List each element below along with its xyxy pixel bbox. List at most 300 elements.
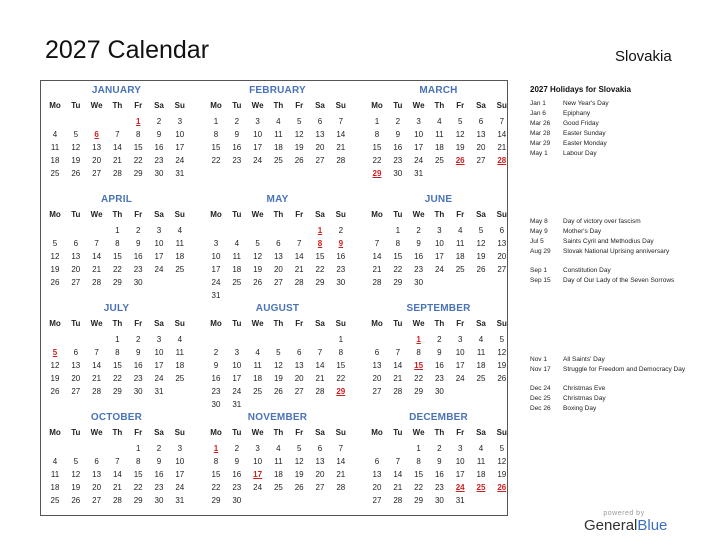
holiday-name: Labour Day: [563, 150, 597, 157]
day-cell: 30: [336, 278, 346, 287]
weekday-header: Fr: [134, 319, 143, 328]
day-cell: 19: [497, 361, 507, 370]
month-april: [45, 194, 188, 298]
day-cell: 5: [255, 239, 260, 248]
weekday-header: Th: [434, 210, 445, 219]
day-cell: 23: [393, 156, 403, 165]
day-cell: 12: [294, 130, 304, 139]
day-cell: 31: [175, 496, 185, 505]
day-cell: 10: [175, 130, 185, 139]
day-cell: 22: [414, 374, 424, 383]
day-cell: 14: [336, 457, 346, 466]
day-cell: 7: [338, 444, 344, 453]
day-cell: 6: [317, 117, 323, 126]
holiday-name: Easter Sunday: [563, 130, 606, 137]
day-cell: 30: [154, 169, 164, 178]
day-cell: 25: [253, 387, 263, 396]
day-cell: 12: [50, 361, 60, 370]
day-cell: 1: [338, 335, 344, 344]
day-cell: 27: [372, 496, 382, 505]
weekday-header: Tu: [232, 428, 242, 437]
day-cell: 28: [393, 496, 403, 505]
day-cell: 26: [294, 483, 304, 492]
day-cell: 3: [156, 335, 162, 344]
day-cell: 25: [455, 265, 465, 274]
holiday-name: Epiphany: [563, 110, 591, 117]
day-cell: 2: [156, 117, 162, 126]
day-cell: 14: [294, 252, 304, 261]
day-cell: 24: [154, 265, 164, 274]
day-cell: 27: [92, 169, 102, 178]
day-cell: 12: [455, 130, 465, 139]
day-cell: 7: [94, 239, 99, 248]
day-cell: 2: [213, 348, 219, 357]
day-cell: 11: [476, 457, 486, 466]
weekday-header: We: [251, 210, 264, 219]
day-cell: 15: [133, 470, 143, 479]
weekday-header: Fr: [456, 101, 465, 110]
day-cell: 1: [374, 117, 380, 126]
holiday-date: Jan 1: [530, 100, 546, 107]
holiday-name: All Saints' Day: [563, 356, 605, 363]
weekday-header: Tu: [393, 319, 403, 328]
day-cell: 11: [274, 130, 283, 139]
day-cell: 27: [315, 156, 325, 165]
day-cell: 15: [372, 143, 382, 152]
day-cell: 17: [211, 265, 221, 274]
day-cell: 4: [177, 226, 183, 235]
day-cell: 23: [154, 483, 164, 492]
day-cell: 12: [497, 457, 507, 466]
day-cell: 14: [336, 130, 346, 139]
calendar-grid: [40, 80, 508, 516]
weekday-header: We: [90, 101, 103, 110]
day-cell: 9: [135, 348, 141, 357]
holiday-date: Dec 24: [530, 384, 551, 392]
day-cell: 7: [317, 348, 323, 357]
weekday-header: Tu: [71, 210, 81, 219]
holiday-day-cell: 1: [213, 444, 219, 453]
day-cell: 22: [112, 374, 122, 383]
day-cell: 12: [253, 252, 263, 261]
holiday-date: Jul 5: [530, 238, 544, 245]
day-cell: 9: [395, 130, 401, 139]
day-cell: 1: [395, 226, 401, 235]
holiday-name: Saints Cyril and Methodius Day: [563, 238, 654, 245]
day-cell: 6: [499, 226, 505, 235]
day-cell: 24: [232, 387, 242, 396]
day-cell: 15: [336, 361, 346, 370]
day-cell: 13: [497, 239, 507, 248]
day-cell: 11: [274, 457, 283, 466]
weekday-header: Th: [112, 210, 123, 219]
day-cell: 10: [455, 457, 465, 466]
holiday-day-cell: 8: [317, 239, 323, 248]
day-cell: 20: [372, 374, 382, 383]
day-cell: 5: [52, 239, 58, 248]
day-cell: 7: [115, 457, 120, 466]
weekday-header: Sa: [315, 319, 325, 328]
weekday-header: Fr: [134, 428, 143, 437]
day-cell: 25: [175, 265, 185, 274]
month-august: [206, 303, 349, 407]
day-cell: 22: [372, 156, 382, 165]
day-cell: 22: [315, 265, 325, 274]
day-cell: 29: [315, 278, 325, 287]
day-cell: 5: [73, 130, 79, 139]
day-cell: 8: [213, 130, 219, 139]
weekday-header: Th: [273, 428, 284, 437]
day-cell: 6: [374, 348, 380, 357]
holiday-day-cell: 15: [414, 361, 424, 370]
holiday-entry: [530, 150, 700, 159]
day-cell: 16: [211, 374, 221, 383]
weekday-header: Su: [174, 101, 185, 110]
day-cell: 25: [232, 278, 242, 287]
day-cell: 21: [372, 265, 382, 274]
holiday-entry: [530, 218, 700, 227]
weekday-header: Sa: [315, 210, 325, 219]
weekday-header: We: [412, 319, 425, 328]
day-cell: 13: [92, 143, 102, 152]
day-cell: 18: [476, 470, 486, 479]
day-cell: 4: [177, 335, 183, 344]
day-cell: 11: [50, 470, 60, 479]
day-cell: 21: [315, 374, 325, 383]
day-cell: 20: [71, 265, 81, 274]
day-cell: 19: [497, 470, 507, 479]
holiday-date: Jan 6: [530, 110, 546, 117]
day-cell: 26: [71, 496, 81, 505]
day-cell: 21: [92, 374, 102, 383]
weekday-header: Su: [335, 210, 346, 219]
day-cell: 1: [115, 335, 120, 344]
holiday-date: Mar 28: [530, 130, 551, 137]
day-cell: 26: [294, 156, 304, 165]
day-cell: 12: [294, 457, 304, 466]
day-cell: 6: [317, 444, 323, 453]
holiday-day-cell: 1: [416, 335, 421, 344]
day-cell: 27: [273, 278, 283, 287]
day-cell: 18: [476, 361, 486, 370]
holiday-date: Nov 17: [530, 366, 551, 373]
day-cell: 15: [211, 143, 221, 152]
day-cell: 4: [276, 117, 281, 126]
day-cell: 19: [71, 483, 81, 492]
day-cell: 29: [393, 278, 403, 287]
day-cell: 16: [133, 361, 143, 370]
day-cell: 13: [294, 361, 304, 370]
day-cell: 13: [92, 470, 102, 479]
holiday-list-title: 2027 Holidays for Slovakia: [530, 85, 631, 94]
holiday-name: Slovak National Uprising anniversary: [563, 248, 670, 255]
holiday-name: Day of Our Lady of the Seven Sorrows: [563, 276, 675, 284]
holiday-entry: [530, 228, 700, 237]
day-cell: 8: [374, 130, 380, 139]
day-cell: 22: [112, 265, 122, 274]
weekday-header: Mo: [371, 319, 383, 328]
day-cell: 11: [253, 361, 262, 370]
day-cell: 18: [175, 252, 185, 261]
holiday-entry: [530, 356, 700, 365]
day-cell: 27: [315, 483, 325, 492]
holiday-name: Mother's Day: [563, 228, 602, 235]
day-cell: 21: [294, 265, 304, 274]
weekday-header: We: [251, 101, 264, 110]
day-cell: 18: [273, 470, 283, 479]
day-cell: 17: [232, 374, 242, 383]
day-cell: 18: [50, 483, 60, 492]
day-cell: 23: [414, 265, 424, 274]
weekday-header: Su: [496, 210, 507, 219]
day-cell: 7: [94, 348, 99, 357]
day-cell: 30: [434, 496, 444, 505]
day-cell: 8: [213, 457, 219, 466]
day-cell: 18: [253, 374, 263, 383]
day-cell: 3: [156, 226, 162, 235]
day-cell: 21: [112, 156, 122, 165]
day-cell: 11: [456, 239, 465, 248]
weekday-header: We: [90, 319, 103, 328]
day-cell: 30: [434, 387, 444, 396]
day-cell: 30: [133, 387, 143, 396]
day-cell: 19: [455, 143, 465, 152]
holiday-name: Struggle for Freedom and Democracy Day: [563, 366, 686, 373]
day-cell: 10: [154, 348, 164, 357]
day-cell: 8: [135, 457, 141, 466]
day-cell: 17: [253, 143, 263, 152]
month-name: MAY: [266, 194, 289, 205]
day-cell: 9: [234, 457, 240, 466]
day-cell: 29: [133, 496, 143, 505]
holiday-day-cell: 26: [497, 483, 507, 492]
day-cell: 11: [232, 252, 241, 261]
day-cell: 7: [395, 457, 401, 466]
day-cell: 30: [414, 278, 424, 287]
day-cell: 25: [273, 483, 283, 492]
holiday-day-cell: 1: [135, 117, 141, 126]
day-cell: 20: [497, 252, 507, 261]
day-cell: 29: [112, 278, 122, 287]
page-title: 2027 Calendar: [45, 36, 210, 64]
day-cell: 21: [92, 265, 102, 274]
day-cell: 31: [154, 387, 164, 396]
day-cell: 6: [296, 348, 302, 357]
holiday-entry: [530, 130, 700, 139]
weekday-header: Sa: [315, 428, 325, 437]
day-cell: 15: [133, 143, 143, 152]
weekday-header: We: [412, 210, 425, 219]
day-cell: 14: [315, 361, 325, 370]
day-cell: 14: [393, 361, 403, 370]
day-cell: 22: [336, 374, 346, 383]
day-cell: 2: [234, 444, 240, 453]
month-march: [367, 85, 510, 189]
weekday-header: Mo: [371, 428, 383, 437]
day-cell: 8: [395, 239, 401, 248]
day-cell: 29: [414, 387, 424, 396]
day-cell: 31: [211, 291, 221, 300]
day-cell: 23: [232, 483, 242, 492]
day-cell: 27: [476, 156, 486, 165]
day-cell: 24: [455, 374, 465, 383]
day-cell: 7: [395, 348, 401, 357]
day-cell: 18: [232, 265, 242, 274]
brand-name-part1: General: [584, 517, 638, 534]
day-cell: 24: [175, 483, 185, 492]
month-name: NOVEMBER: [247, 412, 308, 423]
holiday-entry: [530, 238, 700, 247]
day-cell: 26: [476, 265, 486, 274]
day-cell: 10: [175, 457, 185, 466]
day-cell: 14: [92, 361, 102, 370]
weekday-header: Sa: [476, 428, 486, 437]
day-cell: 27: [497, 265, 507, 274]
day-cell: 17: [414, 143, 424, 152]
day-cell: 10: [434, 239, 444, 248]
day-cell: 23: [336, 265, 346, 274]
day-cell: 1: [416, 444, 421, 453]
holiday-date: May 8: [530, 218, 548, 225]
day-cell: 4: [255, 348, 260, 357]
day-cell: 23: [232, 156, 242, 165]
month-name: AUGUST: [255, 303, 300, 314]
weekday-header: Fr: [134, 101, 143, 110]
day-cell: 15: [414, 470, 424, 479]
day-cell: 9: [437, 348, 442, 357]
day-cell: 16: [393, 143, 403, 152]
day-cell: 3: [255, 117, 260, 126]
weekday-header: Tu: [393, 101, 403, 110]
weekday-header: Su: [174, 428, 185, 437]
day-cell: 19: [273, 374, 283, 383]
day-cell: 15: [393, 252, 403, 261]
day-cell: 12: [497, 348, 507, 357]
weekday-header: Sa: [476, 210, 486, 219]
holiday-day-cell: 29: [336, 387, 346, 396]
weekday-header: Tu: [71, 101, 81, 110]
day-cell: 11: [175, 348, 184, 357]
day-cell: 23: [434, 374, 444, 383]
day-cell: 21: [336, 143, 346, 152]
day-cell: 29: [112, 387, 122, 396]
holiday-entry: [530, 395, 700, 404]
day-cell: 4: [457, 226, 463, 235]
day-cell: 10: [455, 348, 465, 357]
day-cell: 11: [50, 143, 60, 152]
weekday-header: We: [251, 428, 264, 437]
day-cell: 28: [336, 156, 346, 165]
weekday-header: Sa: [154, 210, 164, 219]
day-cell: 20: [294, 374, 304, 383]
day-cell: 14: [497, 130, 507, 139]
day-cell: 29: [133, 169, 143, 178]
holiday-entry: [530, 277, 700, 286]
weekday-header: Sa: [154, 319, 164, 328]
day-cell: 13: [273, 252, 283, 261]
day-cell: 27: [372, 387, 382, 396]
day-cell: 7: [499, 117, 505, 126]
weekday-header: Tu: [232, 101, 242, 110]
weekday-header: Mo: [371, 101, 383, 110]
holiday-entry: [530, 405, 700, 414]
day-cell: 19: [50, 374, 60, 383]
day-cell: 13: [315, 457, 325, 466]
weekday-header: Fr: [456, 210, 465, 219]
weekday-header: Su: [496, 428, 507, 437]
weekday-header: Fr: [295, 319, 304, 328]
day-cell: 16: [133, 252, 143, 261]
day-cell: 11: [175, 239, 184, 248]
holiday-name: Boxing Day: [563, 404, 597, 412]
weekday-header: Th: [273, 210, 284, 219]
day-cell: 23: [211, 387, 221, 396]
holiday-name: Christmas Day: [563, 394, 606, 402]
day-cell: 9: [135, 239, 141, 248]
day-cell: 2: [135, 226, 141, 235]
day-cell: 31: [414, 169, 424, 178]
day-cell: 9: [437, 457, 442, 466]
weekday-header: Fr: [295, 210, 304, 219]
day-cell: 7: [374, 239, 380, 248]
weekday-header: Th: [434, 319, 445, 328]
day-cell: 19: [294, 470, 304, 479]
day-cell: 5: [296, 444, 302, 453]
day-cell: 15: [211, 470, 221, 479]
day-cell: 24: [175, 156, 185, 165]
day-cell: 21: [112, 483, 122, 492]
holiday-day-cell: 25: [476, 483, 486, 492]
day-cell: 22: [211, 483, 221, 492]
weekday-header: Th: [434, 428, 445, 437]
day-cell: 28: [393, 387, 403, 396]
day-cell: 13: [372, 470, 382, 479]
day-cell: 9: [234, 130, 240, 139]
day-cell: 28: [372, 278, 382, 287]
day-cell: 4: [52, 130, 58, 139]
day-cell: 26: [50, 278, 60, 287]
weekday-header: Th: [112, 101, 123, 110]
weekday-header: Mo: [210, 428, 222, 437]
holiday-day-cell: 9: [338, 239, 344, 248]
day-cell: 24: [154, 374, 164, 383]
weekday-header: We: [90, 210, 103, 219]
day-cell: 20: [315, 470, 325, 479]
day-cell: 16: [414, 252, 424, 261]
day-cell: 17: [154, 361, 164, 370]
day-cell: 2: [437, 335, 442, 344]
weekday-header: Th: [112, 428, 123, 437]
day-cell: 5: [276, 348, 281, 357]
day-cell: 28: [92, 278, 102, 287]
weekday-header: We: [251, 319, 264, 328]
day-cell: 27: [294, 387, 304, 396]
day-cell: 29: [414, 496, 424, 505]
day-cell: 28: [315, 387, 325, 396]
holiday-entry: [530, 267, 700, 276]
day-cell: 17: [455, 361, 465, 370]
day-cell: 2: [156, 444, 162, 453]
day-cell: 20: [476, 143, 486, 152]
day-cell: 25: [50, 496, 60, 505]
holiday-entry: [530, 110, 700, 119]
holiday-name: New Year's Day: [563, 100, 609, 107]
holiday-day-cell: 6: [94, 130, 99, 139]
holiday-day-cell: 17: [253, 470, 263, 479]
month-name: MARCH: [419, 85, 458, 96]
day-cell: 2: [135, 335, 141, 344]
holiday-date: Mar 26: [530, 120, 551, 127]
